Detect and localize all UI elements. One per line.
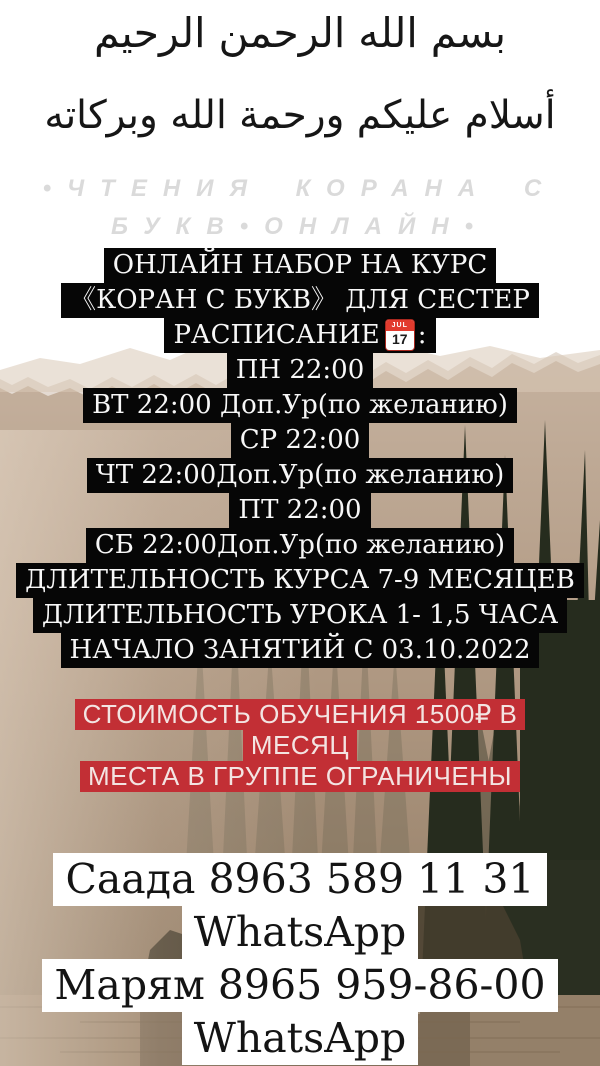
course-duration-line: ДЛИТЕЛЬНОСТЬ КУРСА 7-9 МЕСЯЦЕВ	[16, 563, 584, 598]
course-title-line-2: 《КОРАН С БУКВ》 ДЛЯ СЕСТЕР	[61, 283, 539, 318]
watermark-title	[0, 170, 600, 246]
watermark-line-2: БУКВ•ОНЛАЙН•	[111, 213, 489, 240]
lesson-duration-line: ДЛИТЕЛЬНОСТЬ УРОКА 1- 1,5 ЧАСА	[33, 598, 567, 633]
calendar-day: 17	[391, 331, 408, 347]
contact-1-whatsapp-label: WhatsApp	[182, 906, 419, 959]
start-date-line: НАЧАЛО ЗАНЯТИЙ С 03.10.2022	[61, 633, 540, 668]
calendar-icon	[385, 319, 415, 351]
watermark-line-1: •ЧТЕНИЯ КОРАНА С	[42, 175, 558, 202]
greeting-text: أسلام عليكم ورحمة الله وبركاته	[44, 93, 556, 138]
schedule-line-thu: ЧТ 22:00Доп.Ур(по желанию)	[87, 458, 514, 493]
schedule-line-fri: ПТ 22:00	[229, 493, 370, 528]
price-line-1: СТОИМОСТЬ ОБУЧЕНИЯ 1500₽ В	[75, 699, 526, 730]
price-block	[0, 699, 600, 792]
price-line-3: МЕСТА В ГРУППЕ ОГРАНИЧЕНЫ	[80, 761, 520, 792]
course-title-line-1: ОНЛАЙН НАБОР НА КУРС	[104, 248, 496, 283]
price-line-2: МЕСЯЦ	[243, 730, 357, 761]
schedule-heading-colon: :	[417, 320, 427, 350]
schedule-line-mon: ПН 22:00	[227, 353, 374, 388]
schedule-line-sat: СБ 22:00Доп.Ур(по желанию)	[86, 528, 514, 563]
calendar-month: JUL	[386, 320, 414, 331]
contact-1-name-number: Саада 8963 589 11 31	[53, 853, 546, 906]
contact-2-whatsapp-label: WhatsApp	[182, 1012, 419, 1065]
schedule-line-wed: СР 22:00	[231, 423, 370, 458]
schedule-line-tue: ВТ 22:00 Доп.Ур(по желанию)	[83, 388, 517, 423]
contacts-block	[0, 853, 600, 1065]
contact-2-name-number: Марям 8965 959-86-00	[42, 959, 557, 1012]
bismillah-text: بسم الله الرحمن الرحيم	[93, 9, 507, 57]
schedule-heading	[164, 318, 435, 353]
course-announcement-block	[0, 248, 600, 668]
schedule-heading-label: РАСПИСАНИЕ	[173, 320, 380, 350]
